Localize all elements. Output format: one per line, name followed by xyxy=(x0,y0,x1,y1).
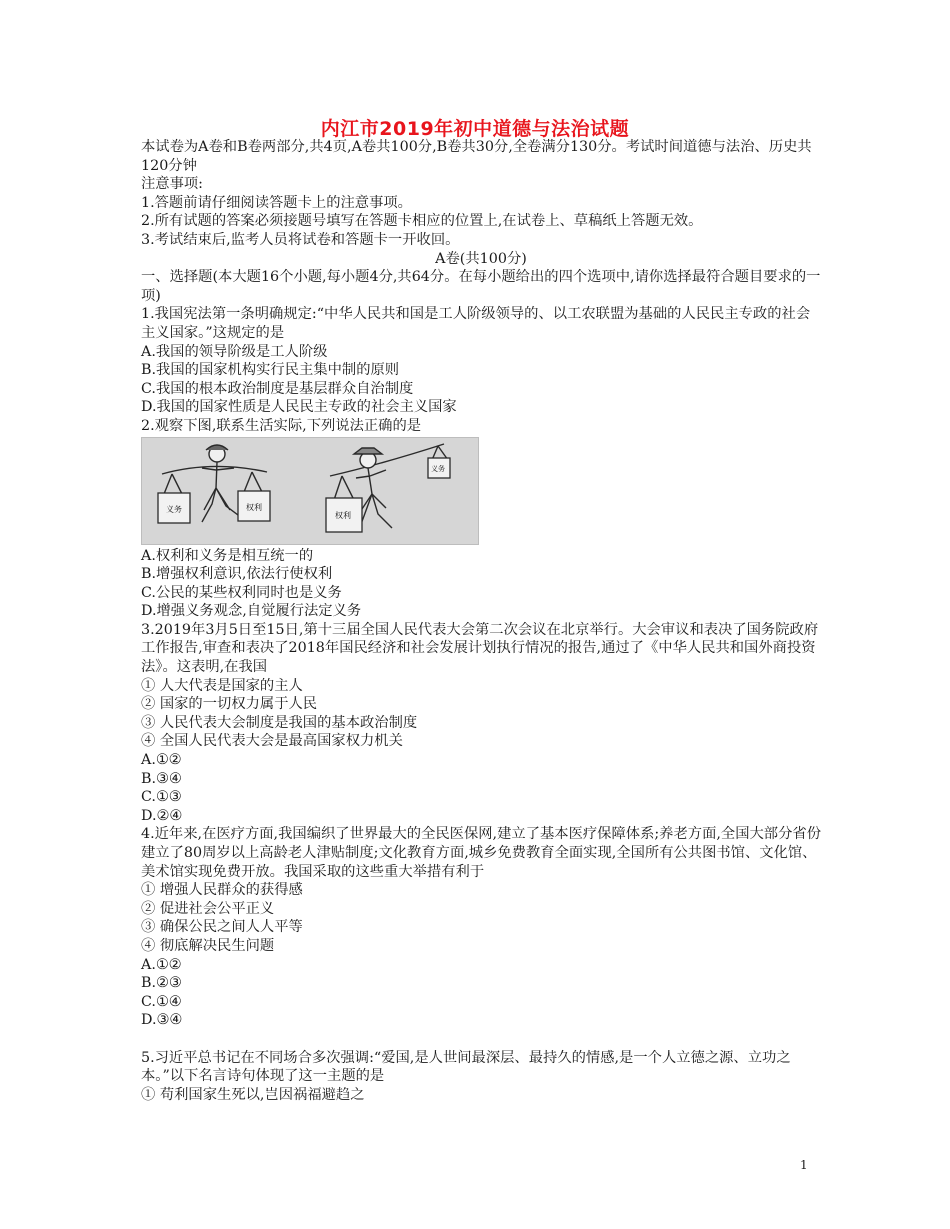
part1-heading: 一、选择题(本大题16个小题,每小题4分,共64分。在每小题给出的四个选项中,请你选择最符合题目要求的一项) xyxy=(141,269,821,304)
note-item: 1.答题前请仔细阅读答题卡上的注意事项。 xyxy=(141,194,412,211)
question-1-option-c: C.我国的根本政治制度是基层群众自治制度 xyxy=(141,380,414,397)
page-title: 内江市2019年初中道德与法治试题 xyxy=(320,118,630,140)
figure-label-left-2: 权利 xyxy=(246,502,262,512)
question-3-stem: 3.2019年3月5日至15日,第十三届全国人民代表大会第二次会议在北京举行。大会审议和表决了国务院政府工作报告,审查和表决了2018年国民经济和社会发展计划执行情况的报告,通过了《中华人民共和国外商投资法》。这表明,在我国 xyxy=(141,621,819,676)
figure-label-right-2: 义务 xyxy=(431,464,445,473)
question-3-option-c: C.①③ xyxy=(141,789,182,806)
question-1-stem: 1.我国宪法第一条明确规定:“中华人民共和国是工人阶级领导的、以工农联盟为基础的人民民主专政的社会主义国家。”这规定的是 xyxy=(141,306,811,341)
question-2-option-b: B.增强权利意识,依法行使权利 xyxy=(141,566,333,583)
question-3-option-d: D.②④ xyxy=(141,807,183,824)
question-5-item-1: ① 苟利国家生死以,岂因祸福避趋之 xyxy=(141,1086,365,1103)
notes-heading: 注意事项: xyxy=(141,176,204,193)
note-item: 2.所有试题的答案必须接题号填写在答题卡相应的位置上,在试卷上、草稿纸上答题无效。 xyxy=(141,213,703,230)
question-4-item-2: ② 促进社会公平正义 xyxy=(141,900,275,917)
spacer xyxy=(141,1030,821,1049)
question-4-item-3: ③ 确保公民之间人人平等 xyxy=(141,919,303,936)
question-3-item-2: ② 国家的一切权力属于人民 xyxy=(141,696,318,713)
question-1-option-a: A.我国的领导阶级是工人阶级 xyxy=(141,343,328,360)
question-2-option-c: C.公民的某些权利同时也是义务 xyxy=(141,584,342,601)
question-4-item-1: ① 增强人民群众的获得感 xyxy=(141,882,303,899)
page-number: 1 xyxy=(800,1158,808,1172)
question-2-stem: 2.观察下图,联系生活实际,下列说法正确的是 xyxy=(141,417,422,434)
question-4-item-4: ④ 彻底解决民生问题 xyxy=(141,937,275,954)
note-item: 3.考试结束后,监考人员将试卷和答题卡一开收回。 xyxy=(141,231,460,248)
question-4-option-b: B.②③ xyxy=(141,975,182,992)
question-5-stem: 5.习近平总书记在不同场合多次强调:“爱国,是人世间最深层、最持久的情感,是一个人立德之源、立功之本。”以下名言诗句体现了这一主题的是 xyxy=(141,1049,791,1085)
question-4-option-a: A.①② xyxy=(141,956,182,973)
intro-text: 本试卷为A卷和B卷两部分,共4页,A卷共100分,B卷共30分,全卷满分130分。考试时间道德与法治、历史共120分钟 xyxy=(141,139,812,174)
section-a-heading: A卷(共100分) xyxy=(435,250,527,267)
question-2-option-a: A.权利和义务是相互统一的 xyxy=(141,547,314,564)
question-2-option-d: D.增强义务观念,自觉履行法定义务 xyxy=(141,603,362,620)
question-1-option-d: D.我国的国家性质是人民民主专政的社会主义国家 xyxy=(141,399,457,416)
question-3-option-b: B.③④ xyxy=(141,770,182,787)
question-4-stem: 4.近年来,在医疗方面,我国编织了世界最大的全民医保网,建立了基本医疗保障体系;养老方面,全国大部分省份建立了80周岁以上高龄老人津贴制度;文化教育方面,城乡免费教育全面实现,全国所有公共图书馆、文化馆、美术馆实现免费开放。我国采取的这些重大举措有利于 xyxy=(141,826,821,880)
question-1-option-b: B.我国的国家机构实行民主集中制的原则 xyxy=(141,362,400,379)
question-3-item-4: ④ 全国人民代表大会是最高国家权力机关 xyxy=(141,733,403,750)
question-4-option-c: C.①④ xyxy=(141,993,182,1010)
cartoon-figure xyxy=(141,437,479,545)
figure-label-left-1: 义务 xyxy=(166,504,182,514)
question-3-item-1: ① 人大代表是国家的主人 xyxy=(141,677,303,694)
question-3-item-3: ③ 人民代表大会制度是我国的基本政治制度 xyxy=(141,714,418,731)
question-3-option-a: A.①② xyxy=(141,752,182,769)
cartoon-illustration xyxy=(142,438,478,544)
question-4-option-d: D.③④ xyxy=(141,1012,183,1029)
figure-label-right-1: 权利 xyxy=(335,510,351,520)
exam-content xyxy=(141,138,821,1104)
